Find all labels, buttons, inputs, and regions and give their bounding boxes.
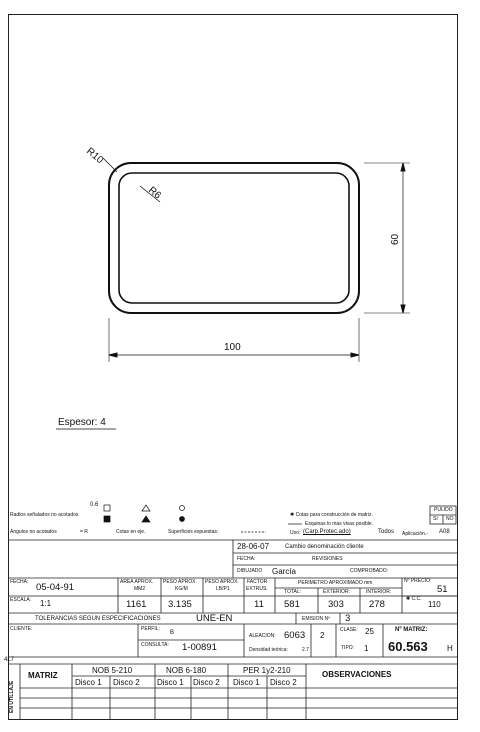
aleacion-grade: 2 <box>320 631 325 640</box>
width-dimension: 100 <box>224 342 241 353</box>
area-value: 1161 <box>126 599 147 610</box>
group-3-disco1: Disco 1 <box>233 678 260 687</box>
legend-use-value: (Carp.Protec.ado) <box>303 529 351 535</box>
corner-code: 4L7 <box>4 657 15 663</box>
tipo-label: TIPO: <box>341 645 355 651</box>
side-label: EN UTILLAJE <box>9 680 15 713</box>
total-label: TOTAL: <box>284 589 302 595</box>
nmatriz-label: Nº MATRIZ: <box>395 627 428 633</box>
revision-dibujado-label: DIBUJADO <box>237 568 263 574</box>
exterior-label: EXTERIOR: <box>323 589 350 595</box>
legend-use-label: Uso: <box>290 530 301 536</box>
nprecio-label: Nº PRECIO: <box>404 578 432 584</box>
outer-profile <box>109 163 359 313</box>
legend-unmarked-angles-value: = R <box>80 529 88 535</box>
interior-value: 278 <box>369 599 385 610</box>
aleacion-value: 6063 <box>284 630 306 641</box>
peso2-label-2: LB/P1 <box>216 586 230 592</box>
radius-inner-label: R6 <box>146 184 163 202</box>
thickness-label: Espesor: 4 <box>58 417 106 428</box>
emision-label: EMISION Nº <box>302 616 330 622</box>
fecha-label: FECHA: <box>10 579 29 585</box>
revision-text: Cambio denominación cliente <box>285 544 364 550</box>
aleacion-label: ALEACION: <box>249 633 276 639</box>
cc-label: ✱ C.C. <box>406 596 422 602</box>
group-3-disco2: Disco 2 <box>270 678 297 687</box>
peso-label-2: KG/M <box>175 586 188 592</box>
cliente-label: CLIENTE: <box>10 626 33 632</box>
group-1-disco1: Disco 1 <box>75 678 102 687</box>
legend-marked-radii-value: 0.6 <box>90 502 99 508</box>
peso-value: 3.135 <box>168 599 192 610</box>
revision-comprobado-label: COMPROBADO: <box>350 568 389 574</box>
height-dimension: 60 <box>390 233 401 245</box>
polished-no: NO <box>446 516 454 522</box>
clase-value: 25 <box>365 627 374 636</box>
group-2-disco1: Disco 1 <box>157 678 184 687</box>
group-2-name: NOB 6-180 <box>166 666 207 675</box>
perfil-value: B <box>170 630 175 636</box>
tipo-value: 1 <box>364 644 369 653</box>
interior-label: INTERIOR: <box>366 589 392 595</box>
densidad-label: Densidad teórica: <box>249 647 288 653</box>
legend-unmarked-angles: Angulos no acotados <box>10 529 57 535</box>
group-3-name: PER 1y2-210 <box>243 666 291 675</box>
peso-label-1: PESO APROX. <box>163 579 197 585</box>
radius-outer-label: R10 <box>84 145 106 167</box>
tolerancias-value: UNE-EN <box>196 613 233 624</box>
legend-exposed-surfaces: Superficies expuestas: <box>168 529 219 535</box>
nmatriz-suffix: H <box>447 644 453 653</box>
escala-label: ESCALA: <box>10 597 32 603</box>
observaciones-label: OBSERVACIONES <box>322 670 392 679</box>
factor-label-1: FACTOR <box>247 579 268 585</box>
peso2-label-1: PESO APROX. <box>205 579 239 585</box>
group-1-disco2: Disco 2 <box>113 678 140 687</box>
legend-application-label: Aplicación.- <box>402 531 428 537</box>
perimetro-label: PERIMETRO APROXIMADO mm <box>298 580 373 586</box>
polished-si: SI <box>433 516 438 522</box>
revision-date: 28-06-07 <box>237 542 270 551</box>
group-2-disco2: Disco 2 <box>193 678 220 687</box>
legend-axis-dims: Cotas en eje. <box>116 529 146 535</box>
emision-value: 3 <box>345 613 351 624</box>
legend-application-value: A08 <box>439 529 450 535</box>
exterior-value: 303 <box>328 599 344 610</box>
revision-fecha-label: FECHA: <box>237 556 256 562</box>
area-label-1: AREA APROX. <box>120 579 154 585</box>
nprecio-value: 51 <box>437 584 448 595</box>
fecha-value: 05-04-91 <box>36 582 75 593</box>
revision-dibujado-value: García <box>272 567 297 576</box>
total-value: 581 <box>284 599 300 610</box>
perfil-label: PERFIL: <box>141 626 160 632</box>
clase-label: CLASE: <box>340 627 358 633</box>
polished-label: PULIDO <box>434 507 453 513</box>
group-1-name: NOB 5-210 <box>92 666 133 675</box>
factor-label-2: EXTRUS. <box>246 586 268 592</box>
matriz-label: MATRIZ <box>28 671 58 680</box>
legend-marked-radii: Radios señalados no acotados <box>10 512 79 518</box>
tolerancias-label: TOLERANCIAS SEGUN ESPECIFICACIONES <box>35 616 161 622</box>
factor-value: 11 <box>254 599 264 610</box>
consulta-value: 1-00891 <box>182 642 217 653</box>
cc-value: 110 <box>428 600 441 609</box>
revision-revisiones-label: REVISIONES <box>312 556 343 562</box>
nmatriz-value: 60.563 <box>388 639 428 654</box>
consulta-label: CONSULTA: <box>141 642 169 648</box>
legend-matrix-dims: ✱ Cotas para construcción de matriz. <box>290 512 373 518</box>
area-label-2: MM2 <box>134 586 146 592</box>
densidad-value: 2.7 <box>302 647 309 653</box>
legend-use-all: Todos <box>378 529 395 535</box>
legend-sharp-corners: Esquinas lo mas vivas posible. <box>305 521 374 527</box>
escala-value: 1:1 <box>40 599 52 608</box>
